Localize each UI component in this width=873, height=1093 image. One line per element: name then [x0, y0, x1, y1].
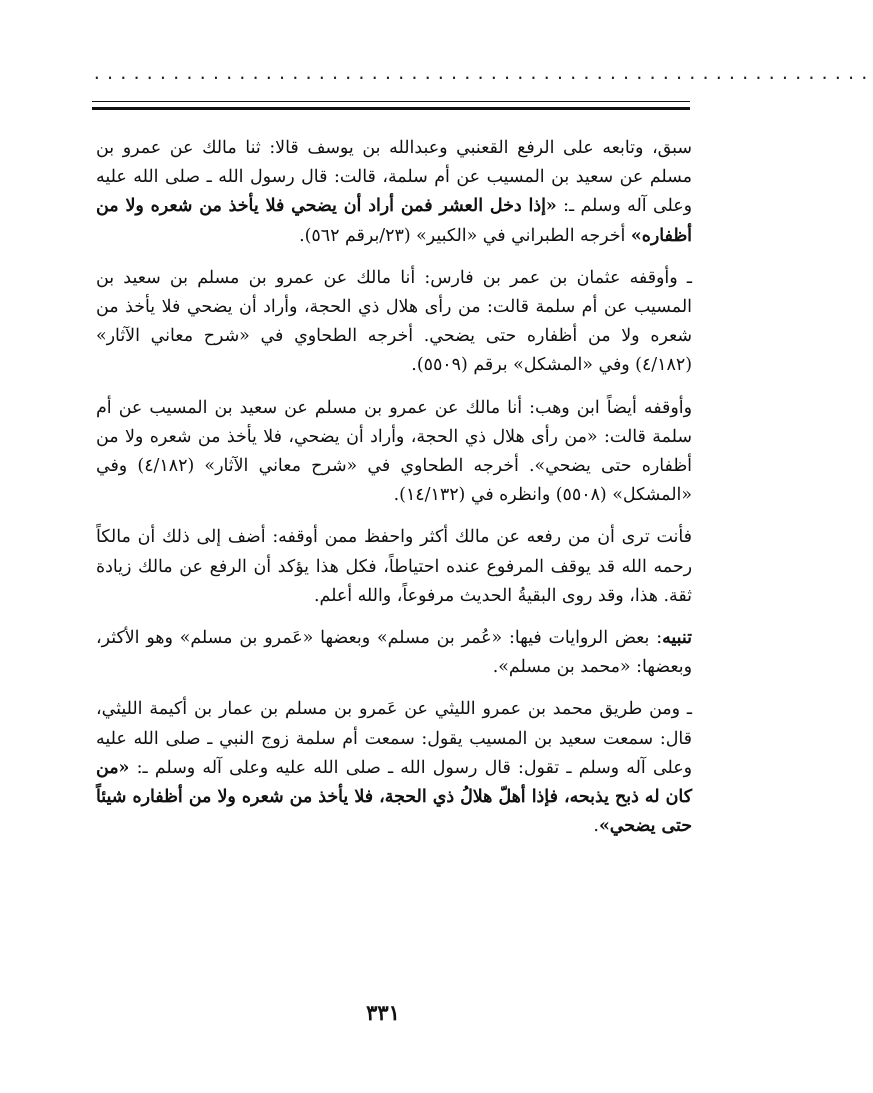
paragraph [96, 523, 692, 611]
hadith-text: «إذا دخل العشر فمن أراد أن يضحي فلا يأخذ من شعره ولا من أظفاره» [96, 196, 692, 246]
text-run: فأنت ترى أن من رفعه عن مالك أكثر واحفظ ممن أوقفه: أضف إلى ذلك أن مالكاً رحمه الله قد يوقف المرفوع عنده احتياطاً، فكل هذا يؤكد أن الرفع عن مالك زيادة ثقة. هذا، وقد روى البقيةُ الحديث مرفوعاً، والله أعلم. [96, 527, 692, 606]
note-label: تنبيه [662, 628, 692, 649]
text-run: : بعض الروايات فيها: «عُمر بن مسلم» وبعضها «عَمرو بن مسلم» وهو الأكثر، وبعضها: «محمد بن مسلم». [96, 628, 692, 678]
text-run: . [593, 816, 599, 837]
header-dotted-line: ........................................................... [92, 64, 873, 83]
paragraph [96, 264, 692, 381]
page-number: ٣٣١ [366, 1000, 400, 1025]
header-rule-thin [92, 101, 690, 102]
hadith-text: «من كان له ذبح يذبحه، فإذا أهلّ هلالُ ذي الحجة، فلا يأخذ من شعره ولا من أظفاره شيئاً حتى يضحي» [96, 757, 692, 837]
header-rule-thick [92, 107, 690, 110]
paragraph [96, 394, 692, 511]
text-run: ـ ومن طريق محمد بن عمرو الليثي عن عَمرو بن مسلم بن عمار بن أكيمة الليثي، قال: سمعت سعيد بن المسيب يقول: سمعت أم سلمة زوج النبي ـ صلى الله عليه وعلى آله وسلم ـ تقول: قال رسول الله ـ صلى الله عليه وعلى آله وسلم ـ: [96, 699, 692, 778]
text-run: ـ وأوقفه عثمان بن عمر بن فارس: أنا مالك عن عمرو بن مسلم بن سعيد بن المسيب عن أم سلمة قالت: من رأى هلال ذي الحجة، وأراد أن يضحي فلا يأخذ من شعره ولا من أظفاره حتى يضحي. أخرجه الطحاوي في «شرح معاني الآثار» (٤/١٨٢) وفي «المشكل» برقم (٥٥٠٩). [96, 267, 692, 376]
paragraph [96, 134, 692, 251]
page-body [96, 134, 692, 854]
text-run: سبق، وتابعه على الرفع القعنبي وعبدالله بن يوسف قالا: ثنا مالك عن عمرو بن مسلم عن سعيد بن المسيب عن أم سلمة، قالت: قال رسول الله ـ صلى الله عليه وعلى آله وسلم ـ: [96, 138, 692, 217]
paragraph [96, 695, 692, 841]
text-run: وأوقفه أيضاً ابن وهب: أنا مالك عن عمرو بن مسلم عن سعيد بن المسيب عن أم سلمة قالت: «من رأى هلال ذي الحجة، وأراد أن يضحي، فلا يأخذ من شعره ولا من أظفاره حتى يضحي». أخرجه الطحاوي في «شرح معاني الآثار» (٤/١٨٢) وفي «المشكل» (٥٥٠٨) وانظره في (١٤/١٣٢). [96, 397, 692, 506]
text-run: أخرجه الطبراني في «الكبير» (٢٣/برقم ٥٦٢). [299, 225, 631, 246]
paragraph [96, 624, 692, 682]
